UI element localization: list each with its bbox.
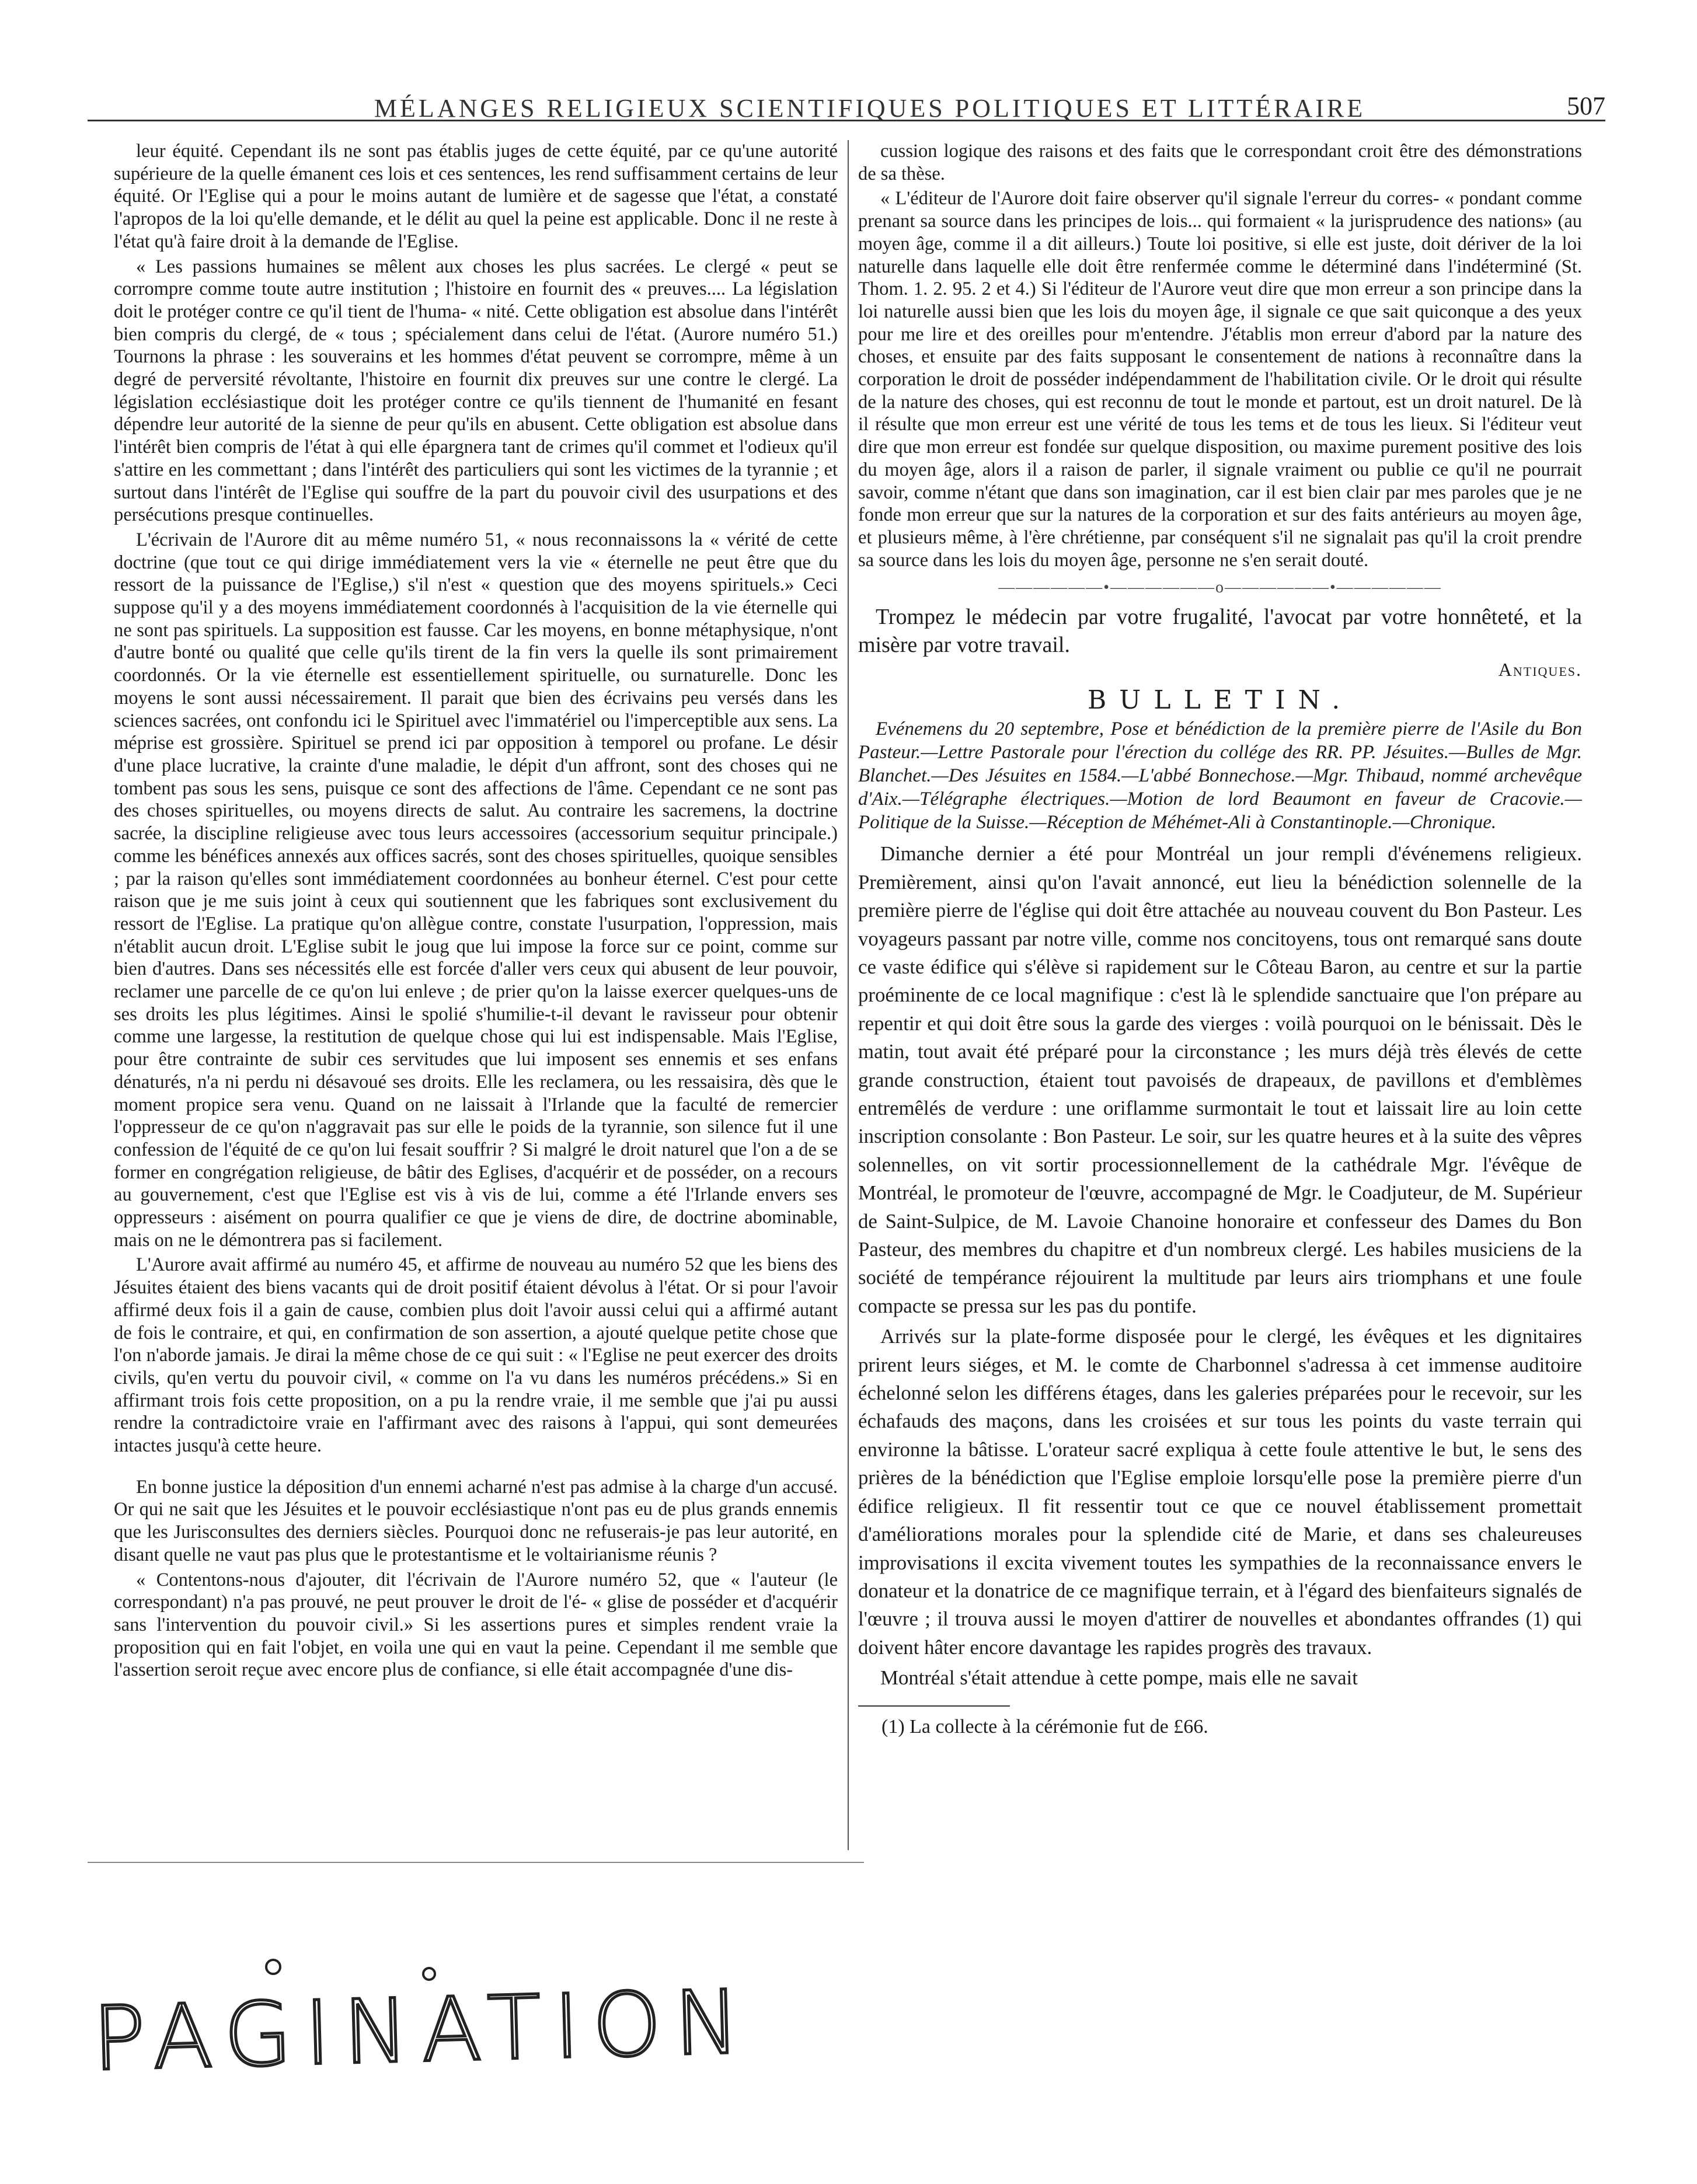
handwritten-annotation-text: PAGINATION [91, 1971, 754, 2091]
handwritten-mark-right [423, 1968, 435, 1980]
right-paragraph-1: cussion logique des raisons et des faits que le correspondant croit être des démonstrations de sa thèse. [858, 141, 1582, 184]
left-paragraph-5: En bonne justice la déposition d'un ennemi acharné n'est pas admise à la charge d'un accusé. Or qui ne sait que les Jésuites et le pouvoir ecclésiastique n'ont pas eu de plus grands ennemis que les Jurisconsultes des derniers siècles. Pourquoi donc ne refuserais-je pas leur autorité, en disant quelle ne vaut pas plus que le protestantisme et le voltairianisme réunis ? [114, 1476, 838, 1565]
header-rule [88, 120, 1605, 121]
bulletin-title: BULLETIN. [1087, 685, 1353, 716]
right-paragraph-2: « L'éditeur de l'Aurore doit faire observer qu'il signale l'erreur du corres- « pondant comme prenant sa source dans les principes de lois... qui formaient « la jurisprudence des nations» (au moyen âge, comme il a dit ailleurs.) Toute loi positive, si elle est juste, doit dériver de la loi naturelle dans laquelle elle doit être renfermée comme le déterminé dans l'indéterminé (St. Thom. 1. 2. 95. 2 et 4.) Si l'éditeur de l'Aurore veut dire que mon erreur a son principe dans la loi naturelle aussi bien que les lois du moyen âge, il signale ce que sait quiconque a des yeux pour me lire et des oreilles pour m'entendre. J'établis mon erreur d'abord par la nature des choses, et ensuite par des faits supposant le consentement de nations à reconnaître dans la corporation le droit de posséder indépendamment de l'habilitation civile. Or le droit qui résulte de la nature des choses, qui est reconnu de tout le monde et partout, est un droit naturel. De là il résulte que mon erreur est une vérité de tous les tems et de tous les lieux. Si l'éditeur veut dire que mon erreur est fondée sur quelque disposition, ou maxime purement positive des lois du moyen âge, alors il a raison de parler, il signale vraiment ou publie ce qu'il ne pourrait savoir, comme n'étant que dans son imagination, car il est bien clair par mes paroles que je ne fonde mon erreur que sur la natures de la corporation et sur des faits antérieurs au moyen âge, et plusieurs même, à l'ère chrétienne, par conséquent s'il ne signalait pas qu'il la croit prendre sa source dans les lois du moyen âge, personne ne s'en serait douté. [858, 188, 1582, 571]
column-divider [848, 140, 849, 1850]
bulletin-paragraph-1: Dimanche dernier a été pour Montréal un jour rempli d'événemens religieux. Premièrement, ainsi qu'on l'avait annoncé, eut lieu la bénédiction solennelle de la première pierre de l'église qui doit être attachée au nouveau couvent du Bon Pasteur. Les voyageurs passant par notre ville, comme nos concitoyens, tous ont remarqué sans doute ce vaste édifice qui s'élève si rapidement sur le Côteau Baron, au centre et sur la partie proéminente de ce local magnifique : c'est là le splendide sanctuaire que l'on prépare au repentir et qui doit être sous la garde des vierges : voilà pourquoi on le bénissait. Dès le matin, tout avait été préparé pour la circonstance ; les murs déjà très élevés de cette grande construction, étaient tout pavoisés de drapeaux, de pavillons et d'emblèmes entremêlés de verdure : une oriflamme surmontait le tout et laissait lire au loin cette inscription consolante : Bon Pasteur. Le soir, sur les quatre heures et à la suite des vêpres solennelles, on vit sortir processionnellement de la cathédrale Mgr. l'évêque de Montréal, le promoteur de l'œuvre, accompagné de Mgr. le Coadjuteur, de M. Supérieur de Saint-Sulpice, de M. Lavoie Chanoine honoraire et confesseur des Dames du Bon Pasteur, des membres du chapitre et d'un nombreux clergé. Les habiles musiciens de la société de tempérance réjouirent la multitude par leurs airs triomphans et une foule compacte se pressa sur les pas du pontife. [858, 842, 1582, 1317]
left-paragraph-4: L'Aurore avait affirmé au numéro 45, et affirme de nouveau au numéro 52 que les biens des Jésuites étaient des biens vacants qui de droit positif étaient dévolus à l'état. Or si pour l'avoir affirmé deux fois il a gain de cause, combien plus doit l'avoir aussi celui qui a affirmé autant de fois le contraire, et qui, en confirmation de son assertion, a ajouté quelque petite chose que l'on n'aborde jamais. Je dirai la même chose de ce qui suit : « l'Eglise ne peut exercer des droits civils, qu'en vertu du pouvoir civil, « comme on l'a vu dans les numéros précédens.» Si en affirmant trois fois cette proposition, on a pu la rendre vraie, il me semble que j'ai pu aussi rendre la contradictoire vraie en l'affirmant avec des raisons à l'appui, qui sont demeurées intactes jusqu'à cette heure. [114, 1254, 838, 1457]
maxim-signature: Antiques. [1498, 659, 1582, 681]
footnote-rule [858, 1705, 1010, 1707]
bulletin-paragraph-3: Montréal s'était attendue à cette pompe, mais elle ne savait [880, 1666, 1358, 1690]
page-number: 507 [1567, 92, 1605, 120]
ornament-rule: ——————•——————o——————•—————— [998, 578, 1442, 597]
handwritten-mark-left [266, 1960, 280, 1974]
bulletin-paragraph-2: Arrivés sur la plate-forme disposée pour le clergé, les évêques et les dignitaires prirent leurs siéges, et M. le comte de Charbonnel s'adressa à cet immense auditoire échelonné selon les différens étages, dans les galeries préparées pour le recevoir, sur les échafauds des maçons, dans les croisées et sur tous les points du vaste terrain qui environne la bâtisse. L'orateur sacré expliqua à cette foule attentive le but, le sens des prières de la bénédiction que l'Eglise emploie lorsqu'elle pose la première pierre d'un édifice religieux. Il fit ressentir tout ce que ce nouvel établissement promettait d'améliorations morales pour la splendide cité de Marie, et dans ses chaleureuses improvisations il excita vivement toutes les sympathies de la reconnaissance envers le donateur et la donatrice de ce magnifique terrain, et à l'égard des bienfaiteurs signalés de l'œuvre ; il trouva aussi le moyen d'attirer de nouvelles et abondantes offrandes (1) qui doivent hâter encore davantage les rapides progrès des travaux. [858, 1325, 1582, 1659]
bulletin-summary: Evénemens du 20 septembre, Pose et bénédiction de la première pierre de l'Asile du Bon Pasteur.—Lettre Pastorale pour l'érection du collége des RR. PP. Jésuites.—Bulles de Mgr. Blanchet.—Des Jésuites en 1584.—L'abbé Bonnechose.—Mgr. Thibaud, nommé archevêque d'Aix.—Télégraphe électriques.—Motion de lord Beaumont en faveur de Cracovie.—Politique de la Suisse.—Réception de Méhémet-Ali à Constantinople.—Chronique. [858, 718, 1582, 833]
left-paragraph-1: leur équité. Cependant ils ne sont pas établis juges de cette équité, par ce qu'une autorité supérieure de la quelle émanent ces lois et ces sentences, les rend suffisamment certains de leur équité. Or l'Eglise qui a pour le moins autant de lumière et de sagesse que l'état, a constaté l'apropos de la loi qu'elle demande, et le délit au quel la peine est applicable. Donc il ne reste à l'état qu'à faire droit à la demande de l'Eglise. [114, 141, 838, 252]
left-paragraph-2: « Les passions humaines se mêlent aux choses les plus sacrées. Le clergé « peut se corrompre comme toute autre institution ; l'histoire en fournit des « preuves.... La législation doit le protéger contre ce qu'il tient de l'huma- « nité. Cette obligation est absolue dans l'intérêt bien compris du clergé, de « tous ; spécialement dans celui de l'état. (Aurore numéro 51.) Tournons la phrase : les souverains et les hommes d'état peuvent se corrompre, même à un degré de perversité révoltante, l'histoire en fournit dix preuves sur une contre le clergé. La législation ecclésiastique doit les protéger contre ce qu'ils tiennent de l'humanité en fesant dépendre leur autorité de la sienne de peur qu'ils en abusent. Cette obligation est absolue dans l'intérêt bien compris de l'état à qui elle épargnera tant de crimes qu'il commet et l'odieux qu'il s'attire en les commettant ; dans l'intérêt des particuliers qui sont les victimes de la tyrannie ; et surtout dans l'intérêt de l'Eglise qui souffre de la part du pouvoir civil des usurpations et des persécutions presque continuelles. [114, 256, 838, 526]
left-paragraph-6: « Contentons-nous d'ajouter, dit l'écrivain de l'Aurore numéro 52, que « l'auteur (le correspondant) n'a pas prouvé, ne peut prouver le droit de l'é- « glise de posséder et d'acquérir sans l'intervention du pouvoir civil.» Si les assertions pures et simples rendent vraie la proposition qui en fait l'objet, en voila une qui en vaut la peine. Cependant il me semble que l'assertion seroit reçue avec encore plus de confiance, si elle était accompagnée d'une dis- [114, 1569, 838, 1681]
maxim: Trompez le médecin par votre frugalité, l'avocat par votre honnêteté, et la misère par votre travail. [858, 605, 1582, 658]
left-paragraph-3: L'écrivain de l'Aurore dit au même numéro 51, « nous reconnaissons la « vérité de cette doctrine (que tout ce qui dirige immédiatement vers la vie « éternelle ne peut être que du ressort de la puissance de l'Eglise,) s'il n'est « question que des moyens spirituels.» Ceci suppose qu'il y a des moyens immédiatement coordonnés à l'acquisition de la vie éternelle qui ne sont pas spirituels. La supposition est fausse. Car les moyens, en bonne métaphysique, n'ont d'autre bonté ou qualité que celle qu'ils tirent de la fin vers la quelle ils sont primairement coordonnés. Or la vie éternelle est essentiellement spirituelle, ou surnaturelle. Donc les moyens le sont aussi nécessairement. Il parait que bien des écrivains peu versés dans les sciences sacrées, ont confondu ici le Spirituel avec l'immatériel ou l'imperceptible aux sens. La méprise est grossière. Spirituel se prend ici par opposition à temporel ou profane. Le désir d'une place lucrative, la crainte d'une maladie, le dépit d'un affront, sont des choses qui ne tombent pas sous les sens, puisque ce sont des affections de l'âme. Cependant ce ne sont pas des choses spirituelles, ou moyens directs de salut. Au contraire les sacremens, la doctrine sacrée, la discipline religieuse avec tous leurs accessoires (accessorium sequitur principale.) comme les bénéfices annexés aux offices sacrés, sont des choses spirituelles, quoique sensibles ; par la raison qu'elles sont immédiatement coordonnées au bonheur éternel. C'est pour cette raison que je me suis joint à ceux qui soutiennent que les fabriques sont exclusivement du ressort de l'Eglise. La pratique qu'on allègue contre, constate l'usurpation, l'oppression, mais n'établit aucun droit. L'Eglise subit le joug que lui impose la force sur ce point, comme sur bien d'autres. Dans ses nécessités elle est forcée d'aller vers ceux qui abusent de leur pouvoir, reclamer une parcelle de ce qu'on lui enleve ; de prier qu'on la laisse exercer quelques-uns de ses droits les plus légitimes. Ainsi le spolié s'humilie-t-il devant le ravisseur pour obtenir comme une largesse, la restitution de quelque chose qui lui est indispensable. Mais l'Eglise, pour être contrainte de subir ces servitudes que lui imposent ses ennemis et ses enfans dénaturés, n'a ni perdu ni désavoué ses droits. Elle les reclamera, ou les ressaisira, dès que le moment propice sera venu. Quand on ne laissait à l'Irlande que la faculté de remercier l'oppresseur de ce qu'on n'aggravait pas sur elle le poids de la tyrannie, son silence fut il une confession de l'équité de ce qu'on lui fesait souffrir ? Si malgré le droit naturel que l'on a de se former en congrégation religieuse, de bâtir des Eglises, d'acquérir et de posséder, on a recours au gouvernement, c'est que l'Eglise est vis à vis de lui, comme a été l'Irlande envers ses oppresseurs : aisément on pourra qualifier ce que je viens de dire, de doctrine abominable, mais on ne le démontrera pas si facilement. [114, 529, 838, 1251]
handwritten-annotation [88, 1944, 846, 2095]
bottom-rule [88, 1862, 864, 1863]
left-column [114, 140, 838, 1862]
page-header [88, 69, 1605, 121]
right-column [858, 140, 1582, 1868]
footnote: (1) La collecte à la cérémonie fut de £66. [881, 1715, 1208, 1738]
running-title: MÉLANGES RELIGIEUX SCIENTIFIQUES POLITIQUES ET LITTÉRAIRE [374, 94, 1366, 123]
